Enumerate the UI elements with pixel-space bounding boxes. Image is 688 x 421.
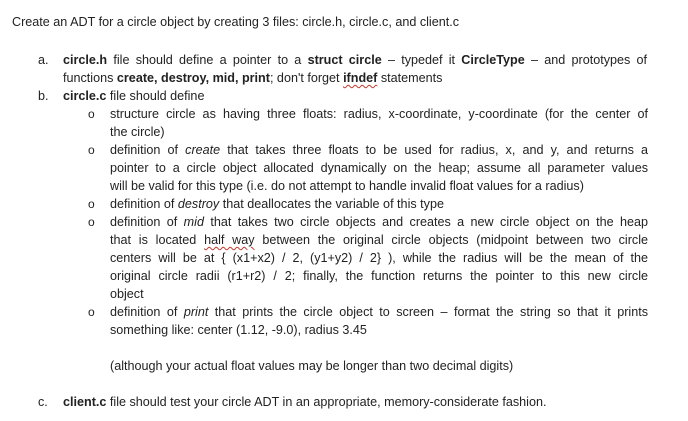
- sub5-text-post: that prints the circle object to screen – format the string so that it prints: [214, 305, 649, 319]
- item-a-text-2: – typedef it: [387, 53, 456, 67]
- sub4-text-post: that takes two circle objects and creates a new circle object on the heap: [210, 215, 648, 229]
- item-b-letter: b.: [38, 89, 49, 103]
- sub2-text-post: that takes three floats to be used for radius, x, and y, and returns a: [227, 143, 649, 157]
- sub4-line-2: [110, 231, 648, 249]
- intro-text: Create an ADT for a circle object by creating 3 files: circle.h, circle.c, and client.c: [12, 15, 460, 29]
- item-c-line-1: [63, 393, 546, 411]
- item-c-text-1: file should test your circle ADT in an appropriate, memory-considerate fashion.: [109, 395, 547, 409]
- destroy-fn: destroy: [177, 197, 220, 211]
- bullet-marker: o: [88, 215, 95, 229]
- file-name-circle-h: circle.h: [63, 53, 108, 67]
- sub2-line-1: [110, 141, 648, 159]
- sub5-line-1: [110, 303, 648, 321]
- sub3-line-1: [110, 195, 444, 213]
- create-fn: create: [185, 143, 221, 157]
- item-a-text-4: functions: [63, 71, 114, 85]
- item-a-line-1: [63, 51, 647, 69]
- sub4-line2-post: between the original circle objects (midpoint between two circle: [262, 233, 649, 247]
- sub4-line2-pre: that is located: [110, 233, 197, 247]
- sub1-line-2: the circle): [110, 125, 165, 139]
- item-c-letter: c.: [38, 395, 48, 409]
- item-a-text-3: – and prototypes of: [531, 53, 648, 67]
- ifndef-word: ifndef: [343, 71, 378, 85]
- bullet-marker: o: [88, 107, 95, 121]
- sub2-text-pre: definition of: [110, 143, 179, 157]
- item-b-line-1: [63, 87, 204, 105]
- sub3-text-pre: definition of: [110, 197, 175, 211]
- bullet-marker: o: [88, 197, 95, 211]
- type-name: CircleType: [461, 53, 525, 67]
- sub4-line-4: original circle radii (r1+r2) / 2; finally, the function returns the pointer to this new circle: [110, 269, 648, 283]
- sub2-line-2: pointer to a circle object allocated dynamically on the heap; assume all parameter values: [110, 161, 648, 175]
- item-a-text-6: statements: [380, 71, 443, 85]
- bullet-marker: o: [88, 143, 95, 157]
- mid-fn: mid: [183, 215, 204, 229]
- print-fn: print: [183, 305, 209, 319]
- file-name-circle-c: circle.c: [63, 89, 107, 103]
- item-a-line-2: [63, 69, 442, 87]
- function-names: create, destroy, mid, print: [116, 71, 270, 85]
- note-text: (although your actual float values may be longer than two decimal digits): [110, 359, 514, 373]
- sub4-line-3: centers will be at { (x1+x2) / 2, (y1+y2) / 2} ), while the radius will be the mean of the: [110, 251, 648, 265]
- item-b-text-1: file should define: [109, 89, 205, 103]
- half-way-phrase: half way: [204, 233, 255, 247]
- sub5-line-2: something like: center (1.12, -9.0), radius 3.45: [110, 323, 367, 337]
- sub3-text-post: that deallocates the variable of this type: [222, 197, 444, 211]
- sub4-line-1: [110, 213, 648, 231]
- file-name-client-c: client.c: [63, 395, 107, 409]
- bullet-marker: o: [88, 305, 95, 319]
- item-a-letter: a.: [38, 53, 49, 67]
- sub5-text-pre: definition of: [110, 305, 178, 319]
- sub1-line-1: structure circle as having three floats: radius, x-coordinate, y-coordinate (for the center of: [110, 107, 648, 121]
- item-a-text-5: ; don't forget: [269, 71, 340, 85]
- sub4-line-5: object: [110, 287, 144, 301]
- sub4-text-pre: definition of: [110, 215, 178, 229]
- item-a-text-1: file should define a pointer to a: [113, 53, 302, 67]
- struct-name: struct circle: [307, 53, 382, 67]
- sub2-line-3: will be valid for this type (i.e. do not attempt to handle invalid float values for a radius): [110, 179, 584, 193]
